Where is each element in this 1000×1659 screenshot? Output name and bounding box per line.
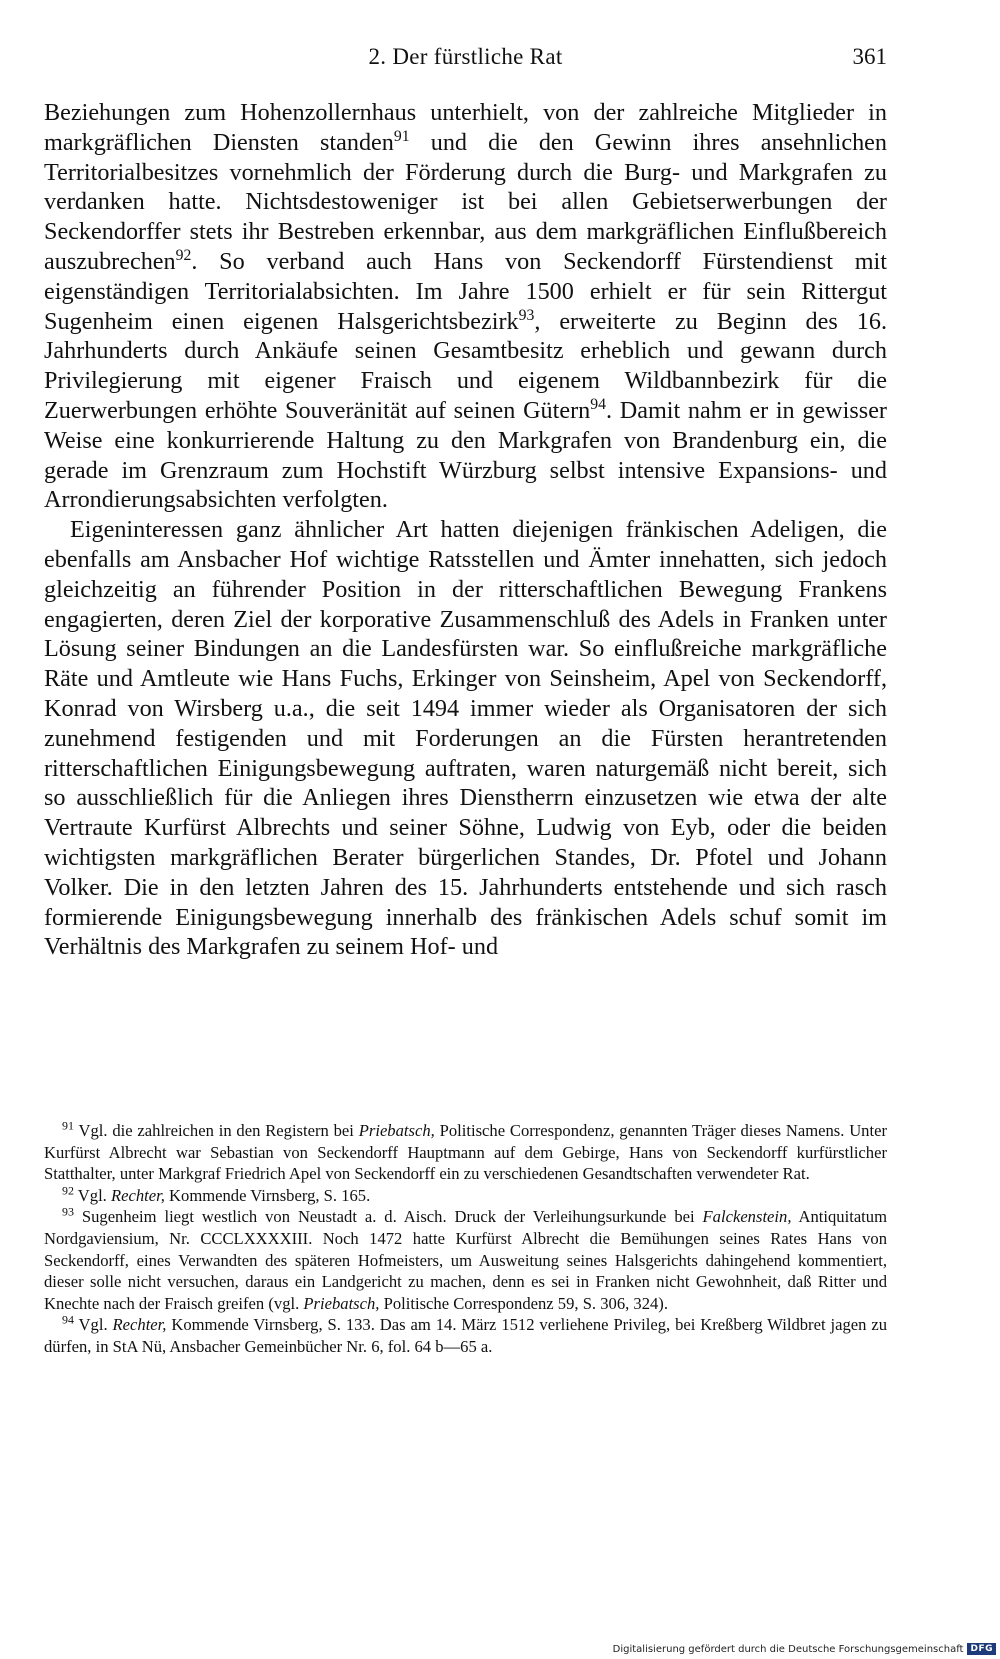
footnotes [44, 1120, 887, 1358]
footnote [44, 1206, 887, 1314]
cited-author: Rechter, [112, 1315, 167, 1335]
footnote [44, 1185, 887, 1207]
text-run: Antiquitatum Nordgaviensium, Nr. CCCLXXXXIII. Noch 1472 hatte Kurfürst Albrecht die Bemühungen seines Rates Hans von Seckendorff, eines Verwandten des späteren Hofmeisters, um Ausweitung seines Halsgerichts dahingehend kommentiert, dieser solle nicht versuchen, daraus ein Landgericht zu machen, denn es sei in Franken nicht Gewohnheit, daß Ritter und Knechte nach der Fraisch greifen (vgl. [44, 1207, 887, 1313]
footnote-number: 91 [62, 1118, 74, 1133]
page-header [44, 44, 887, 84]
body-paragraph [44, 98, 887, 515]
footnote-reference: 93 [518, 306, 535, 324]
cited-author: Priebatsch, [358, 1121, 435, 1140]
footnote-reference: 91 [393, 127, 410, 145]
credit-text: Digitalisierung gefördert durch die Deutsche Forschungsgemeinschaft [612, 1643, 964, 1655]
footnote-number: 94 [62, 1312, 74, 1327]
footnote-number: 92 [62, 1183, 74, 1198]
text-run: Kommende Virnsberg, S. 133. Das am 14. März 1512 verliehene Privileg, bei Kreßberg Wildbret jagen zu dürfen, in StA Nü, Ansbacher Gemeinbücher Nr. 6, fol. 64 b—65 a. [44, 1315, 887, 1356]
running-head: 2. Der fürstliche Rat [368, 44, 563, 69]
text-run: Beziehungen zum Hohenzollernhaus unterhielt, von der zahlreiche Mitglieder in markgräflichen Diensten standen [44, 99, 887, 156]
text-run: Sugenheim liegt westlich von Neustadt a. d. Aisch. Druck der Verleihungsurkunde bei [73, 1207, 703, 1227]
text-run: , erweiterte zu Beginn des 16. Jahrhunderts durch Ankäufe seinen Gesamtbesitz erheblich und gewann durch Privilegierung mit eigener Fraisch und eigenem Wildbannbezirk für die Zuerwerbungen erhöhte Souveränität auf seinen Gütern [44, 307, 887, 424]
dfg-logo: DFG [967, 1643, 996, 1655]
text-run: . Damit nahm er in gewisser Weise eine konkurrierende Haltung zu den Markgrafen von Brandenburg ein, die gerade im Grenzraum zum Hochstift Würzburg selbst intensive Expansions- und Arrondierungsabsichten verfolgten. [44, 396, 887, 514]
text-run: Vgl. die zahlreichen in den Registern bei [73, 1121, 359, 1140]
text-run: und die den Gewinn ihres ansehnlichen Territorialbesitzes vornehmlich der Förderung durch die Burg- und Markgrafen zu verdanken hatte. Nichtsdestoweniger ist bei allen Gebietserwerbungen der Seckendorffer stets ihr Bestreben erkennbar, aus dem markgräflichen Einflußbereich auszubrechen [44, 128, 887, 275]
footnote-reference: 94 [590, 395, 606, 413]
cited-author: Rechter, [110, 1185, 165, 1205]
main-text [44, 98, 887, 962]
text-run: . So verband auch Hans von Seckendorff Fürstendienst mit eigenständigen Territorialabsichten. Im Jahre 1500 erhielt er für sein Rittergut Sugenheim einen eigenen Halsgerichtsbezirk [44, 247, 887, 335]
digitization-credit [613, 1643, 996, 1655]
page-number: 361 [852, 44, 887, 69]
text-run: Kommende Virnsberg, S. 165. [164, 1185, 371, 1205]
footnote-reference: 92 [175, 246, 192, 264]
footnote-number: 93 [62, 1204, 74, 1219]
text-run: Vgl. [73, 1315, 113, 1335]
text-run: Eigeninteressen ganz ähnlicher Art hatten diejenigen fränkischen Adeligen, die ebenfalls am Ansbacher Hof wichtige Ratsstellen und Ämter innehatten, sich jedoch gleichzeitig an führender Position in der ritterschaftlichen Bewegung Frankens engagierten, deren Ziel der korporative Zusammenschluß des Adels in Franken unter Lösung seiner Bindungen an die Landesfürsten war. So einflußreiche markgräfliche Räte und Amtleute wie Hans Fuchs, Erkinger von Seinsheim, Apel von Seckendorff, Konrad von Wirsberg u.a., die seit 1494 immer wieder als Organisatoren der sich zunehmend festigenden und mit Forderungen an die Fürsten herantretenden ritterschaftlichen Einigungsbewegung auftraten, waren naturgemäß nicht bereit, sich so ausschließlich für die Anliegen ihres Dienstherrn einzusetzen wie etwa der alte Vertraute Kurfürst Albrechts und seiner Söhne, Ludwig von Eyb, oder die beiden wichtigsten markgräflichen Berater bürgerlichen Standes, Dr. Pfotel und Johann Volker. Die in den letzten Jahren des 15. Jahrhunderts entstehende und sich rasch formierende Einigungsbewegung innerhalb des fränkischen Adels schuf somit im Verhältnis des Markgrafen zu seinem Hof- und [44, 516, 887, 961]
text-run: Politische Correspondenz 59, S. 306, 324). [379, 1293, 668, 1313]
footnote [44, 1314, 887, 1357]
cited-author: Priebatsch, [303, 1293, 380, 1313]
cited-author: Falckenstein, [702, 1207, 792, 1227]
body-paragraph [44, 515, 887, 962]
text-run: Vgl. [73, 1185, 111, 1205]
footnote [44, 1120, 887, 1185]
text-run: Politische Correspondenz, genannten Träger dieses Namens. Unter Kurfürst Albrecht war Sebastian von Seckendorff Hauptmann auf dem Gebirge, Hans von Seckendorff kurfürstlicher Statthalter, unter Markgraf Friedrich Apel von Seckendorff ein zu verschiedenen Gesandtschaften verwendeter Rat. [44, 1121, 887, 1184]
